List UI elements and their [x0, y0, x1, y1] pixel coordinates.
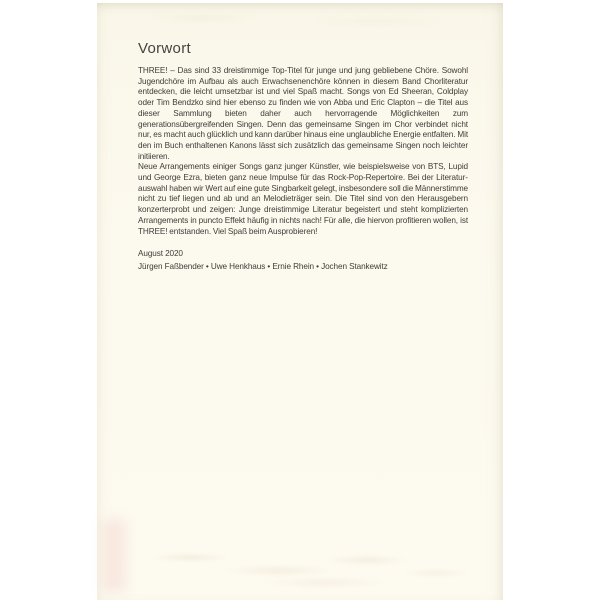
page-edge-tint [103, 520, 125, 592]
preface-paragraph: THREE! – Das sind 33 dreistimmige Top-Titel für junge und jung gebliebene Chöre. Sowohl Jugendchöre im Aufbau als auch Erwachsenenchöre können in diesem Band Chorliteratur entdecken, die leicht umsetzbar ist und viel Spaß macht. Songs von Ed Sheeran, Coldplay oder Tim Bendzko sind hier ebenso zu finden wie von Abba und Eric Clapton – die Titel aus dieser Sammlung bieten daher auch hervorragende Möglichkeiten zum generationsübergreifenden Singen. Denn das gemeinsame Singen im Chor verbindet nicht nur, es macht auch glücklich und kann darüber hinaus eine unglaubliche Energie entfalten. Mit den im Buch enthaltenen Kanons lässt sich zusätzlich das gemeinsame Singen noch leichter initiieren. [138, 66, 468, 161]
page-title: Vorwort [138, 40, 191, 57]
signature-block [138, 248, 468, 274]
date-line: August 2020 [138, 249, 183, 259]
preface-body [138, 66, 468, 237]
authors-line: Jürgen Faßbender • Uwe Henkhaus • Ernie Rhein • Jochen Stankewitz [138, 262, 388, 272]
preface-paragraph: Neue Arrangements einiger Songs ganz junger Künstler, wie beispielsweise von BTS, Lupid und George Ezra, bieten ganz neue Impulse für das Rock-Pop-Repertoire. Bei der Literaturauswahl haben wir Wert auf eine gute Singbarkeit gelegt, insbesondere soll die Männerstimme nicht zu tief liegen und ab und an Melodieträger sein. Die Titel sind von den Herausgebern konzerterprobt und zeigen: Junge dreistimmige Literatur begeistert und steht komplizierten Arrangements in puncto Effekt häufig in nichts nach! Für alle, die hiervon profitieren wollen, ist THREE! entstanden. Viel Spaß beim Ausprobieren! [138, 162, 468, 236]
book-page [97, 3, 503, 600]
page-content [138, 40, 468, 274]
show-through-texture-bottom [125, 542, 491, 594]
show-through-texture-top [107, 5, 493, 35]
